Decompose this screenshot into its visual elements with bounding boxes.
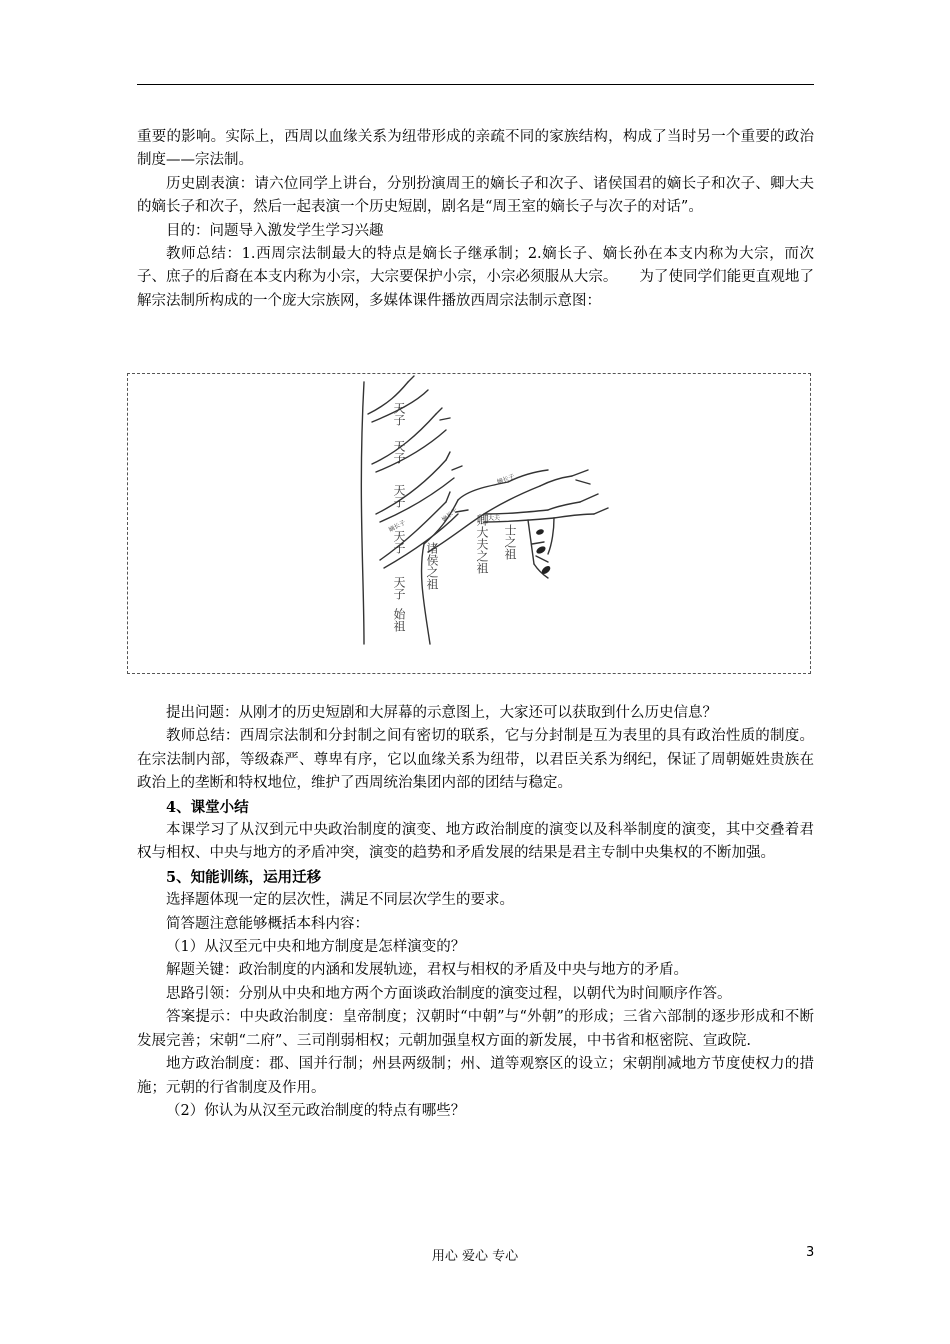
diagram-small-label: 嫡长子 xyxy=(387,519,407,534)
paragraph-answer-central: 答案提示：中央政治制度：皇帝制度；汉朝时“中朝”与“外朝”的形成；三省六部制的逐步形成和不断发展完善；宋朝“二府”、三司削弱相权；元朝加强皇权方面的新发展，中书省和枢密院、宣政院. xyxy=(137,1009,814,1049)
diagram-label-shi: 士之祖 xyxy=(503,524,517,560)
paragraph-lesson-summary: 本课学习了从汉到元中央政治制度的演变、地方政治制度的演变以及科举制度的演变，其中交叠着君权与相权、中央与地方的矛盾冲突，演变的趋势和矛盾发展的结果是君主专制中央集权的不断加强。 xyxy=(137,822,814,862)
paragraph-practice-1: 选择题体现一定的层次性，满足不同层次学生的要求。 xyxy=(166,892,514,909)
diagram-label-tianzi: 天子 xyxy=(392,530,406,554)
paragraph-answer-local: 地方政治制度：郡、国并行制；州县两级制；州、道等观察区的设立；宋朝削减地方节度使权力的措施；元朝的行省制度及作用。 xyxy=(137,1056,814,1096)
paragraph-teacher-summary-1: 教师总结：1.西周宗法制最大的特点是嫡长子继承制；2.嫡长子、嫡长孙在本支内称为大宗，而次子、庶子的后裔在本支内称为小宗，大宗要保护小宗，小宗必须服从大宗。 为了使同学们能更直观地了解宗法制所构成的一个庞大宗族网，多媒体课件播放西周宗法制示意图： xyxy=(137,246,814,309)
diagram-label-qingdafu: 卿大夫之祖 xyxy=(475,514,489,574)
header-rule xyxy=(137,84,814,85)
diagram-label-founder: 始祖 xyxy=(392,608,406,632)
zongfa-tree-diagram xyxy=(128,374,810,673)
diagram-label-tianzi: 天子 xyxy=(392,576,406,600)
zongfa-diagram-frame xyxy=(127,373,811,674)
diagram-small-label: 嫡长子 xyxy=(440,506,460,524)
heading-lesson-summary: 4、课堂小结 xyxy=(166,798,249,816)
text-block-bottom xyxy=(137,702,814,1123)
paragraph-guide: 思路引领：分别从中央和地方两个方面谈政治制度的演变过程，以朝代为时间顺序作答。 xyxy=(166,985,732,1002)
footer-motto: 用心 爱心 专心 xyxy=(431,1249,519,1264)
diagram-label-tianzi: 天子 xyxy=(392,402,406,426)
heading-practice: 5、知能训练，运用迁移 xyxy=(166,868,322,886)
diagram-small-label: 嫡长子 xyxy=(496,473,516,486)
diagram-small-label: 大夫 xyxy=(488,515,501,522)
diagram-label-tianzi: 天子 xyxy=(392,440,406,464)
question-1: （1）从汉至元中央和地方制度是怎样演变的？ xyxy=(166,939,466,956)
tree-trunk-left xyxy=(361,382,364,644)
paragraph-practice-2: 简答题注意能够概括本科内容： xyxy=(166,915,369,932)
paragraph-key: 解题关键：政治制度的内涵和发展轨迹，君权与相权的矛盾及中央与地方的矛盾。 xyxy=(166,962,688,979)
paragraph-purpose: 目的：问题导入激发学生学习兴趣 xyxy=(166,222,384,239)
page-number: 3 xyxy=(806,1245,815,1260)
paragraph-question: 提出问题：从刚才的历史短剧和大屏幕的示意图上，大家还可以获取到什么历史信息？ xyxy=(166,705,717,721)
paragraph-intro: 重要的影响。实际上，西周以血缘关系为纽带形成的亲疏不同的家族结构，构成了当时另一个重要的政治制度——宗法制。 xyxy=(137,129,814,169)
paragraph-teacher-summary-2: 教师总结：西周宗法制和分封制之间有密切的联系，它与分封制是互为表里的具有政治性质的制度。在宗法制内部，等级森严、尊卑有序，它以血缘关系为纽带，以君臣关系为纲纪，保证了周朝姬姓贵族在政治上的垄断和特权地位，维护了西周统治集团内部的团结与稳定。 xyxy=(137,728,814,792)
paragraph-drama: 历史剧表演：请六位同学上讲台，分别扮演周王的嫡长子和次子、诸侯国君的嫡长子和次子、卿大夫的嫡长子和次子，然后一起表演一个历史短剧，剧名是“周王室的嫡长子与次子的对话”。 xyxy=(137,175,814,216)
question-2: （2）你认为从汉至元政治制度的特点有哪些？ xyxy=(166,1102,466,1119)
diagram-label-zhuhou: 诸侯之祖 xyxy=(425,542,439,590)
diagram-label-tianzi: 天子 xyxy=(392,484,406,508)
text-block-top xyxy=(137,126,814,313)
